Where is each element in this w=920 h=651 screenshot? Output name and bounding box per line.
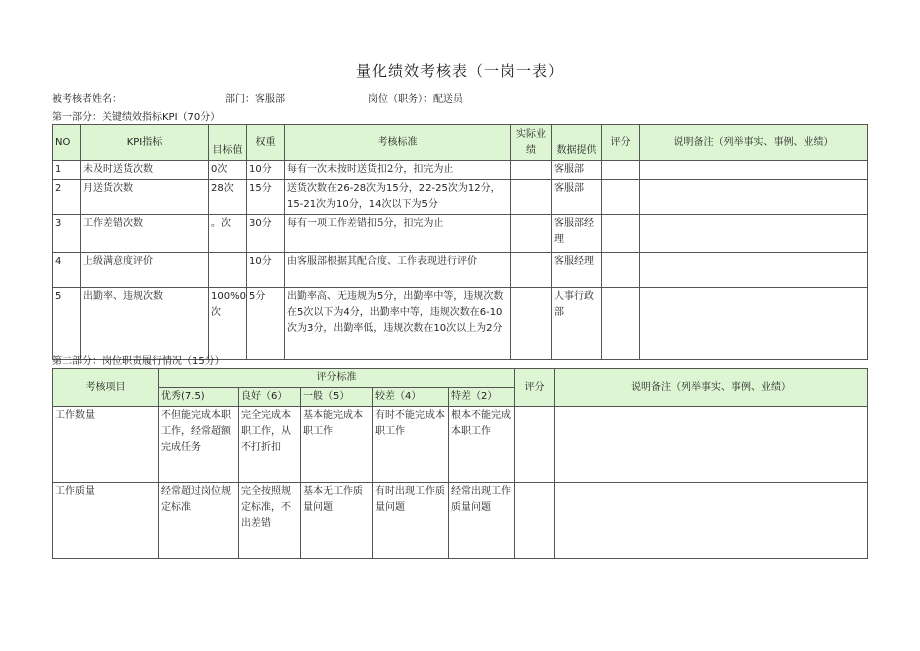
cell-excellent: 不但能完成本职工作，经常超额完成任务: [159, 407, 239, 483]
cell-poor: 有时出现工作质量问题: [373, 483, 449, 559]
cell-no: 4: [53, 253, 81, 288]
cell-poor: 有时不能完成本职工作: [373, 407, 449, 483]
col-good: 良好（6）: [239, 388, 301, 407]
cell-criteria: 送货次数在26-28次为15分，22-25次为12分，15-21次为10分，14次以下为5分: [285, 180, 511, 215]
cell-target: 28次: [209, 180, 247, 215]
cell-target: [209, 253, 247, 288]
part1-heading: 第一部分：关键绩效指标KPI（70分）: [52, 112, 221, 123]
cell-kpi: 出勤率、违规次数: [81, 288, 209, 360]
cell-score[interactable]: [602, 215, 640, 253]
name-label: 被考核者姓名：: [52, 94, 122, 105]
cell-very-poor: 经常出现工作质量问题: [449, 483, 515, 559]
cell-kpi: 未及时送货次数: [81, 161, 209, 180]
cell-average: 基本能完成本职工作: [301, 407, 373, 483]
cell-score[interactable]: [515, 407, 555, 483]
cell-remark[interactable]: [640, 215, 868, 253]
cell-score[interactable]: [602, 253, 640, 288]
dept-label: 部门：客服部: [225, 94, 285, 105]
table-row: [53, 483, 868, 559]
col-kpi: KPI指标: [81, 125, 209, 161]
duty-table: [52, 368, 868, 559]
col-weight: 权重: [247, 125, 285, 161]
cell-score[interactable]: [602, 180, 640, 215]
cell-no: 5: [53, 288, 81, 360]
cell-actual[interactable]: [511, 253, 552, 288]
cell-source: 客服部: [552, 161, 602, 180]
table-row: [53, 288, 868, 360]
col-remark: 说明备注（列举事实、事例、业绩）: [640, 125, 868, 161]
cell-criteria: 由客服部根据其配合度、工作表现进行评价: [285, 253, 511, 288]
cell-weight: 30分: [247, 215, 285, 253]
cell-item: 工作数量: [53, 407, 159, 483]
cell-criteria: 每有一项工作差错扣5分，扣完为止: [285, 215, 511, 253]
col-poor: 较差（4）: [373, 388, 449, 407]
cell-score[interactable]: [515, 483, 555, 559]
kpi-header-row: [53, 125, 868, 161]
cell-source: 客服部经理: [552, 215, 602, 253]
col-score: 评分: [515, 369, 555, 407]
col-remark: 说明备注（列举事实、事例、业绩）: [555, 369, 868, 407]
col-item: 考核项目: [53, 369, 159, 407]
cell-criteria: 每有一次未按时送货扣2分，扣完为止: [285, 161, 511, 180]
col-target: 目标值: [209, 125, 247, 161]
cell-actual[interactable]: [511, 215, 552, 253]
cell-remark[interactable]: [640, 253, 868, 288]
cell-item: 工作质量: [53, 483, 159, 559]
duty-header-row: [53, 369, 868, 388]
cell-remark[interactable]: [640, 180, 868, 215]
cell-target: 。次: [209, 215, 247, 253]
cell-remark[interactable]: [640, 288, 868, 360]
cell-good: 完全按照规定标准，不出差错: [239, 483, 301, 559]
cell-source: 客服部: [552, 180, 602, 215]
cell-kpi: 工作差错次数: [81, 215, 209, 253]
cell-actual[interactable]: [511, 288, 552, 360]
cell-target: 100%0次: [209, 288, 247, 360]
cell-criteria: 出勤率高、无违规为5分，出勤率中等，违规次数在5次以下为4分，出勤率中等，违规次数在6-10次为3分，出勤率低，违规次数在10次以上为2分: [285, 288, 511, 360]
col-criteria: 考核标准: [285, 125, 511, 161]
cell-weight: 10分: [247, 253, 285, 288]
cell-no: 1: [53, 161, 81, 180]
cell-weight: 5分: [247, 288, 285, 360]
table-row: [53, 161, 868, 180]
cell-no: 2: [53, 180, 81, 215]
table-row: [53, 253, 868, 288]
col-actual: 实际业绩: [511, 125, 552, 161]
cell-excellent: 经常超过岗位规定标准: [159, 483, 239, 559]
cell-actual[interactable]: [511, 180, 552, 215]
col-excellent: 优秀(7.5): [159, 388, 239, 407]
cell-no: 3: [53, 215, 81, 253]
cell-good: 完全完成本职工作，从不打折扣: [239, 407, 301, 483]
cell-kpi: 上级满意度评价: [81, 253, 209, 288]
table-row: [53, 215, 868, 253]
cell-source: 人事行政部: [552, 288, 602, 360]
col-no: NO: [53, 125, 81, 161]
cell-average: 基本无工作质量问题: [301, 483, 373, 559]
cell-actual[interactable]: [511, 161, 552, 180]
part2-heading: 第二部分：岗位职责履行情况（15分）: [52, 356, 225, 367]
cell-source: 客服经理: [552, 253, 602, 288]
cell-weight: 10分: [247, 161, 285, 180]
table-row: [53, 180, 868, 215]
col-standard: 评分标准: [159, 369, 515, 388]
cell-score[interactable]: [602, 161, 640, 180]
kpi-table: [52, 124, 868, 360]
col-average: 一般（5）: [301, 388, 373, 407]
cell-remark[interactable]: [640, 161, 868, 180]
cell-kpi: 月送货次数: [81, 180, 209, 215]
cell-very-poor: 根本不能完成本职工作: [449, 407, 515, 483]
cell-score[interactable]: [602, 288, 640, 360]
cell-remark[interactable]: [555, 407, 868, 483]
table-row: [53, 407, 868, 483]
post-label: 岗位（职务）：配送员: [368, 94, 463, 105]
cell-remark[interactable]: [555, 483, 868, 559]
cell-target: 0次: [209, 161, 247, 180]
col-very-poor: 特差（2）: [449, 388, 515, 407]
col-score: 评分: [602, 125, 640, 161]
page-title: 量化绩效考核表（一岗一表）: [355, 62, 564, 80]
col-source: 数据提供: [552, 125, 602, 161]
cell-weight: 15分: [247, 180, 285, 215]
